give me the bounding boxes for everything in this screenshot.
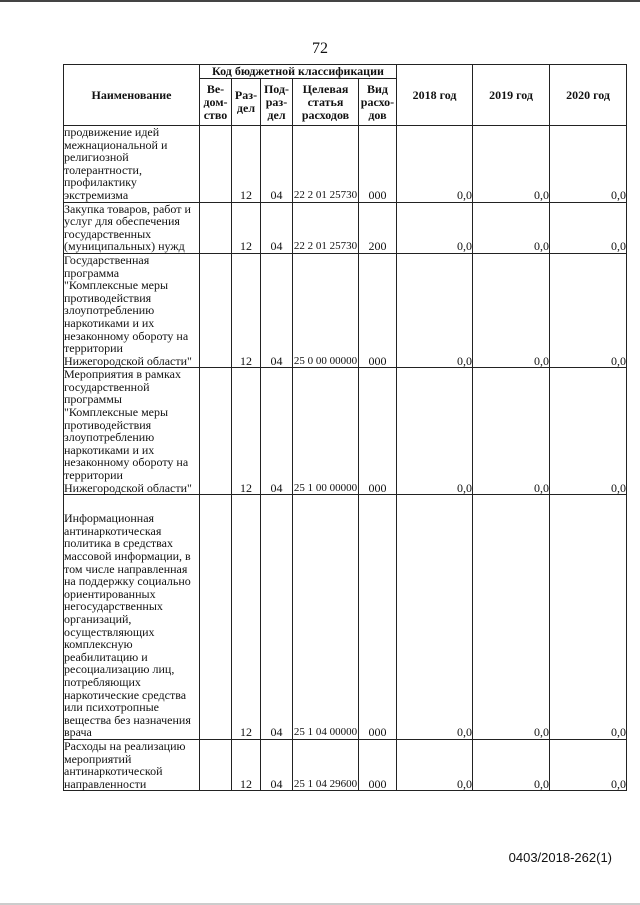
text-line: Расходы на реализацию: [64, 738, 186, 753]
text-line: дом-: [203, 94, 228, 109]
text-line: дел: [267, 107, 286, 122]
text-line: Информационная: [64, 511, 155, 526]
table-row: [64, 253, 627, 367]
cell-razdel: 12: [232, 253, 261, 367]
cell-2020: 0,0: [550, 495, 627, 740]
table-row: [64, 739, 627, 790]
row-name: [64, 495, 200, 740]
text-line: мероприятий: [64, 751, 132, 766]
text-line: территории: [64, 341, 123, 356]
row-name: [64, 126, 200, 203]
text-line: межнациональной и: [64, 137, 168, 152]
text-line: реабилитацию и: [64, 649, 148, 664]
document-number: 0403/2018-262(1): [508, 850, 612, 865]
text-line: Нижегородской области": [64, 480, 192, 495]
text-line: наркотиками и их: [64, 442, 155, 457]
text-line: врача: [64, 725, 92, 740]
text-line: ство: [203, 107, 228, 122]
text-line: Закупка товаров, работ и: [64, 201, 191, 216]
text-line: противодействия: [64, 290, 152, 305]
cell-celevaya-statya: 25 1 04 00000: [293, 495, 359, 740]
table-row: [64, 495, 627, 740]
text-line: потребляющих: [64, 674, 141, 689]
cell-podrazdel: 04: [261, 253, 293, 367]
cell-2018: 0,0: [397, 202, 473, 253]
text-line: антинаркотическая: [64, 523, 162, 538]
header-razdel: [232, 79, 261, 126]
text-line: территории: [64, 468, 123, 483]
cell-razdel: 12: [232, 202, 261, 253]
header-classification-group: Код бюджетной классификации: [200, 65, 397, 79]
text-line: Мероприятия в рамках: [64, 367, 181, 382]
header-year-2019: 2019 год: [473, 65, 550, 126]
text-line: статья: [307, 94, 344, 109]
cell-podrazdel: 04: [261, 202, 293, 253]
text-line: толерантности,: [64, 162, 142, 177]
cell-vid-rashodov: 000: [359, 126, 397, 203]
cell-2018: 0,0: [397, 253, 473, 367]
text-line: программа: [64, 265, 120, 280]
cell-2020: 0,0: [550, 253, 627, 367]
text-line: государственных: [64, 226, 152, 241]
header-vid-rashodov: [359, 79, 397, 126]
cell-vid-rashodov: 200: [359, 202, 397, 253]
text-line: массовой информации, в: [64, 549, 191, 563]
cell-vedomstvo: [200, 253, 232, 367]
text-line: незаконному обороту на: [64, 455, 189, 470]
text-line: услуг для обеспечения: [64, 214, 180, 229]
cell-2020: 0,0: [550, 368, 627, 495]
cell-vid-rashodov: 000: [359, 253, 397, 367]
row-name: [64, 368, 200, 495]
text-line: или психотропные: [64, 700, 160, 715]
cell-celevaya-statya: 22 2 01 25730: [293, 202, 359, 253]
row-name: [64, 253, 200, 367]
cell-razdel: 12: [232, 495, 261, 740]
cell-vedomstvo: [200, 739, 232, 790]
text-line: незаконному обороту на: [64, 328, 189, 343]
cell-razdel: 12: [232, 126, 261, 203]
text-line: антинаркотической: [64, 764, 163, 779]
cell-celevaya-statya: 25 1 04 29600: [293, 739, 359, 790]
text-line: противодействия: [64, 417, 152, 432]
text-line: Государственная: [64, 252, 150, 267]
cell-celevaya-statya: 25 1 00 00000: [293, 368, 359, 495]
text-line: вещества без назначения: [64, 712, 191, 727]
header-name: Наименование: [64, 65, 200, 126]
text-line: расходов: [301, 107, 350, 122]
page-number: 72: [312, 40, 328, 57]
cell-2019: 0,0: [473, 495, 550, 740]
text-line: негосударственных: [64, 599, 163, 614]
cell-2020: 0,0: [550, 126, 627, 203]
text-line: организаций,: [64, 611, 132, 626]
table-row: [64, 368, 627, 495]
cell-podrazdel: 04: [261, 368, 293, 495]
text-line: на поддержку социально: [64, 574, 191, 589]
cell-2020: 0,0: [550, 739, 627, 790]
cell-2019: 0,0: [473, 253, 550, 367]
cell-2018: 0,0: [397, 368, 473, 495]
cell-vedomstvo: [200, 495, 232, 740]
text-line: дов: [368, 107, 387, 122]
text-line: Нижегородской области": [64, 353, 192, 368]
cell-podrazdel: 04: [261, 739, 293, 790]
cell-celevaya-statya: 25 0 00 00000: [293, 253, 359, 367]
row-name: [64, 202, 200, 253]
text-line: расхо-: [360, 94, 395, 109]
cell-razdel: 12: [232, 739, 261, 790]
table-row: [64, 202, 627, 253]
budget-classification-table: [63, 64, 627, 791]
text-line: религиозной: [64, 150, 129, 165]
header-celevaya-statya: [293, 79, 359, 126]
row-name: [64, 739, 200, 790]
header-vedomstvo: [200, 79, 232, 126]
cell-celevaya-statya: 22 2 01 25730: [293, 126, 359, 203]
cell-2018: 0,0: [397, 126, 473, 203]
text-line: Под-: [263, 81, 290, 96]
cell-vid-rashodov: 000: [359, 368, 397, 495]
cell-2018: 0,0: [397, 739, 473, 790]
text-line: продвижение идей: [64, 125, 160, 139]
text-line: раз-: [265, 94, 288, 109]
top-border-line: [0, 0, 640, 2]
text-line: "Комплексные меры: [64, 278, 169, 293]
text-line: Раз-: [234, 88, 258, 102]
text-line: экстремизма: [64, 187, 129, 202]
cell-vid-rashodov: 000: [359, 739, 397, 790]
text-line: политика в средствах: [64, 536, 173, 551]
text-line: ресоциализацию лиц,: [64, 662, 175, 677]
header-year-2020: 2020 год: [550, 65, 627, 126]
text-line: (муниципальных) нужд: [64, 239, 185, 254]
text-line: Вид: [367, 81, 388, 96]
cell-podrazdel: 04: [261, 495, 293, 740]
header-year-2018: 2018 год: [397, 65, 473, 126]
text-line: наркотические средства: [64, 687, 187, 702]
cell-2019: 0,0: [473, 126, 550, 203]
text-line: Целевая: [302, 81, 349, 96]
cell-podrazdel: 04: [261, 126, 293, 203]
text-line: профилактику: [64, 175, 137, 190]
cell-2020: 0,0: [550, 202, 627, 253]
text-line: наркотиками и их: [64, 315, 155, 330]
cell-vid-rashodov: 000: [359, 495, 397, 740]
text-line: программы: [64, 392, 122, 407]
cell-vedomstvo: [200, 202, 232, 253]
header-podrazdel: [261, 79, 293, 126]
text-line: комплексную: [64, 637, 133, 652]
cell-vedomstvo: [200, 368, 232, 495]
text-line: государственной: [64, 379, 150, 394]
text-line: ориентированных: [64, 586, 156, 601]
text-line: дел: [236, 101, 256, 115]
cell-2019: 0,0: [473, 202, 550, 253]
cell-2018: 0,0: [397, 495, 473, 740]
cell-2019: 0,0: [473, 739, 550, 790]
text-line: Ве-: [206, 81, 225, 96]
text-line: направленности: [64, 776, 147, 791]
text-line: "Комплексные меры: [64, 405, 169, 420]
text-line: злоупотреблению: [64, 303, 155, 318]
text-line: том числе направленная: [64, 561, 188, 576]
text-line: осуществляющих: [64, 624, 155, 639]
cell-razdel: 12: [232, 368, 261, 495]
table-row: [64, 126, 627, 203]
cell-2019: 0,0: [473, 368, 550, 495]
cell-vedomstvo: [200, 126, 232, 203]
text-line: злоупотреблению: [64, 430, 155, 445]
